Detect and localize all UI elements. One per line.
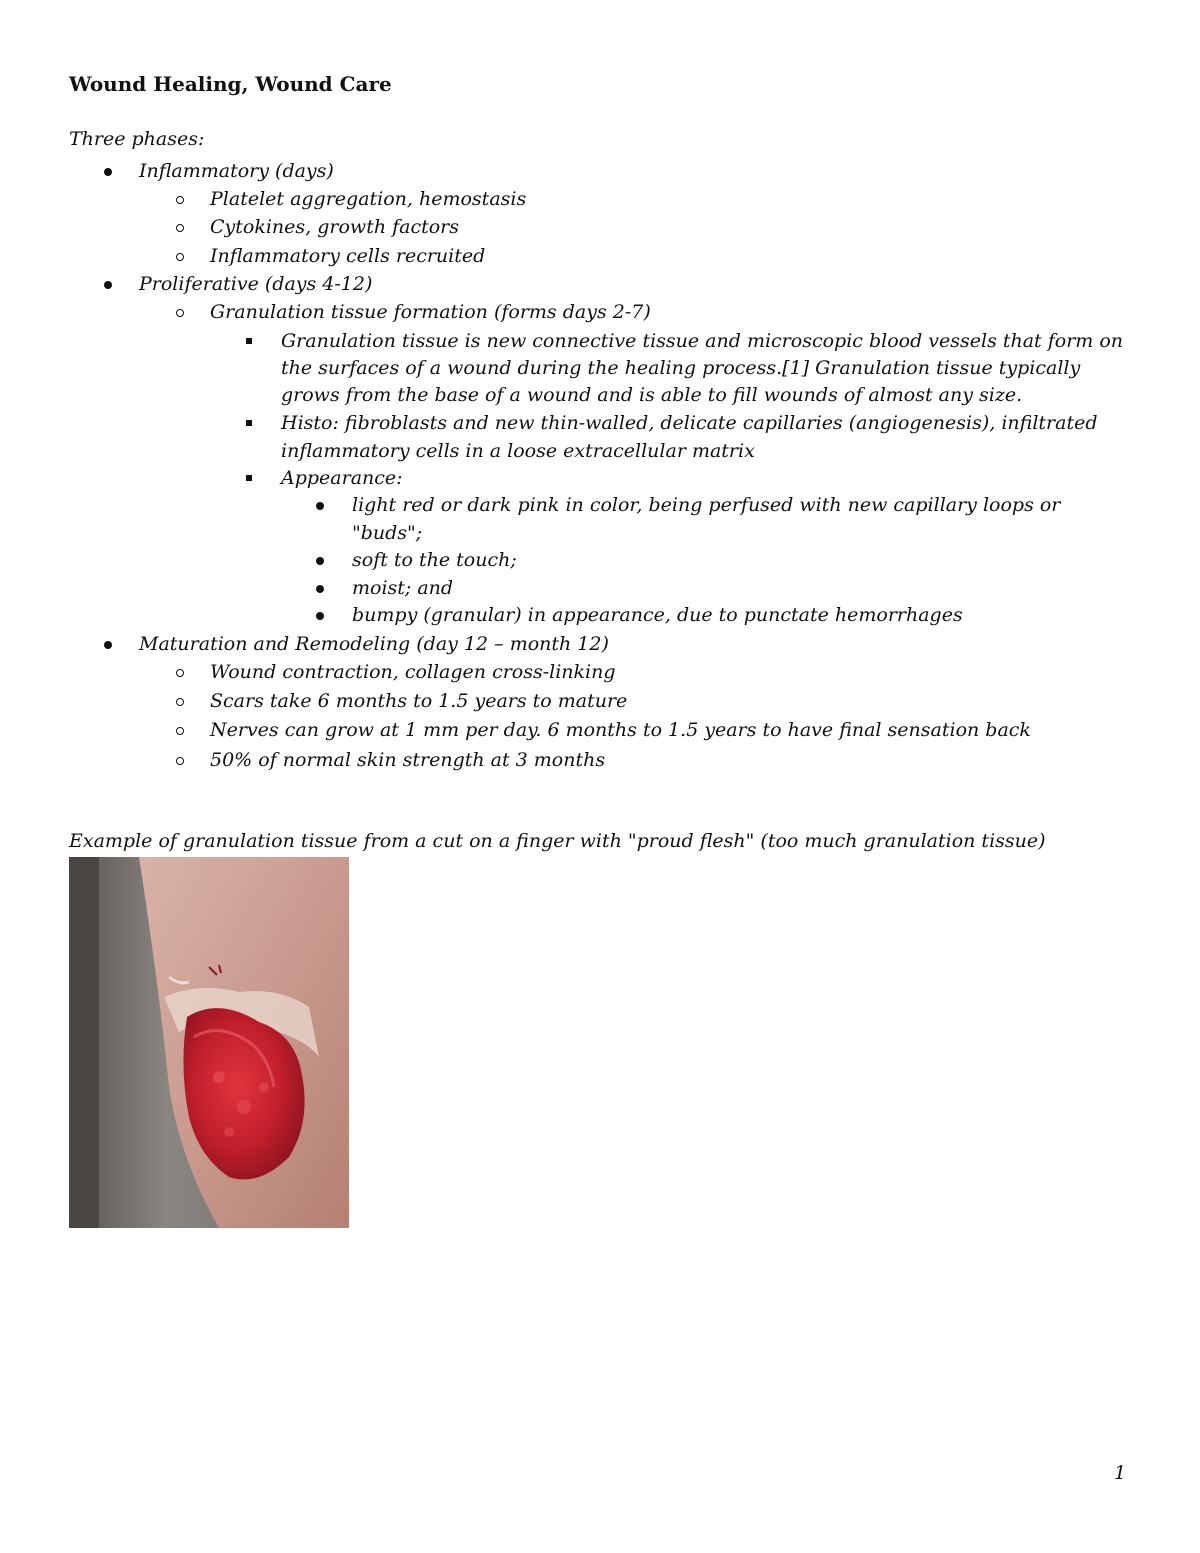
bullet-circle-icon (176, 196, 184, 204)
outline-item-text: soft to the touch; (352, 549, 517, 571)
outline-item-level-2 (210, 298, 651, 326)
outline-item-text: moist; and (352, 577, 454, 599)
outline-item-level-2 (210, 687, 627, 715)
document-title: Wound Healing, Wound Care (69, 72, 392, 96)
outline-item-level-2 (210, 746, 605, 774)
page-number: 1 (1114, 1462, 1127, 1484)
bullet-disc-icon (316, 585, 324, 593)
bullet-disc-icon (104, 168, 112, 176)
outline-item-text: grows from the base of a wound and is able to fill wounds of almost any size. (281, 384, 1023, 406)
outline-item-text: Granulation tissue formation (forms days 2-7) (210, 301, 651, 323)
outline-item-text: Maturation and Remodeling (day 12 – month 12) (139, 633, 609, 655)
outline-item-text: Platelet aggregation, hemostasis (210, 188, 527, 210)
bullet-disc-icon (104, 641, 112, 649)
outline-item-level-3 (281, 409, 1098, 437)
bullet-disc-icon (316, 612, 324, 620)
photo-caption: Example of granulation tissue from a cut on a finger with "proud flesh" (too much granulation tissue) (69, 830, 1046, 852)
outline-item-level-4 (352, 546, 517, 574)
outline-item-level-4 (352, 519, 422, 547)
bullet-square-icon (246, 475, 252, 481)
outline-item-text: the surfaces of a wound during the healing process.[1] Granulation tissue typically (281, 357, 1081, 379)
outline-item-text: Inflammatory cells recruited (210, 245, 486, 267)
bullet-circle-icon (176, 727, 184, 735)
bullet-circle-icon (176, 669, 184, 677)
bullet-circle-icon (176, 309, 184, 317)
outline-item-text: Cytokines, growth factors (210, 216, 460, 238)
outline-item-text: inflammatory cells in a loose extracellular matrix (281, 440, 755, 462)
outline-item-text: Inflammatory (days) (139, 160, 334, 182)
outline-item-level-3 (281, 327, 1123, 355)
outline-item-level-2 (210, 716, 1031, 744)
bullet-square-icon (246, 420, 252, 426)
intro-text: Three phases: (69, 128, 205, 150)
outline-item-level-2 (210, 213, 459, 241)
outline-item-text: "buds"; (352, 522, 423, 544)
outline-item-level-1 (139, 270, 372, 298)
outline-item-text: Appearance: (281, 467, 403, 489)
outline-item-text: bumpy (granular) in appearance, due to punctate hemorrhages (352, 604, 963, 626)
outline-item-text: Wound contraction, collagen cross-linking (210, 661, 616, 683)
outline-item-level-1 (139, 157, 334, 185)
outline-item-text: Scars take 6 months to 1.5 years to mature (210, 690, 628, 712)
outline-item-text: Nerves can grow at 1 mm per day. 6 months to 1.5 years to have final sensation back (210, 719, 1031, 741)
bullet-disc-icon (316, 557, 324, 565)
bullet-disc-icon (316, 502, 324, 510)
outline-item-level-4 (352, 574, 453, 602)
outline-item-level-4 (352, 601, 963, 629)
outline-item-level-2 (210, 658, 616, 686)
bullet-circle-icon (176, 757, 184, 765)
outline-item-level-3 (281, 437, 755, 465)
outline-item-text: Proliferative (days 4-12) (139, 273, 373, 295)
outline-item-text: Granulation tissue is new connective tissue and microscopic blood vessels that form on (281, 330, 1124, 352)
outline-item-text: light red or dark pink in color, being perfused with new capillary loops or (352, 494, 1061, 516)
outline-item-level-2 (210, 185, 526, 213)
outline-item-level-3 (281, 354, 1080, 382)
bullet-circle-icon (176, 224, 184, 232)
granulation-tissue-photo (69, 857, 349, 1228)
outline-item-level-2 (210, 242, 485, 270)
bullet-square-icon (246, 338, 252, 344)
bullet-disc-icon (104, 281, 112, 289)
outline-item-text: Histo: fibroblasts and new thin-walled, delicate capillaries (angiogenesis), infiltrated (281, 412, 1098, 434)
outline-item-level-1 (139, 630, 609, 658)
bullet-circle-icon (176, 253, 184, 261)
bullet-circle-icon (176, 698, 184, 706)
outline-item-level-4 (352, 491, 1060, 519)
outline-item-text: 50% of normal skin strength at 3 months (210, 749, 606, 771)
outline-item-level-3 (281, 381, 1022, 409)
outline-item-level-3 (281, 464, 403, 492)
